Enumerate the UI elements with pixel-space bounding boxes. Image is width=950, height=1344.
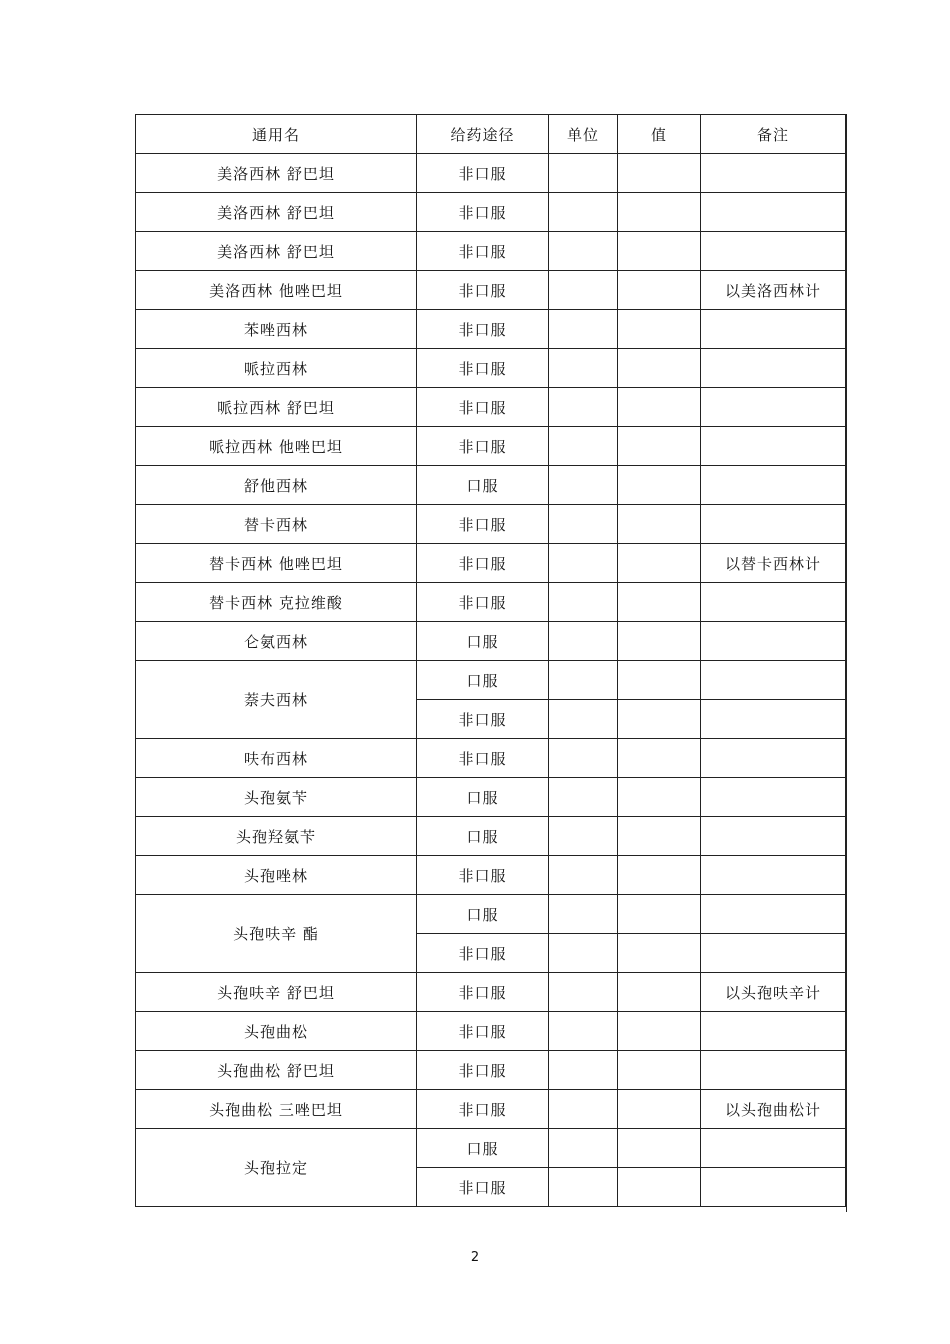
cell-route: 非口服 <box>417 1168 549 1207</box>
cell-route: 非口服 <box>417 310 549 349</box>
cell-unit <box>549 934 618 973</box>
cell-route: 口服 <box>417 895 549 934</box>
table-row <box>136 661 846 700</box>
cell-unit <box>549 1051 618 1090</box>
cell-value <box>618 310 701 349</box>
cell-generic-name: 头孢羟氨苄 <box>136 817 417 856</box>
cell-unit <box>549 1012 618 1051</box>
cell-generic-name: 头孢唑林 <box>136 856 417 895</box>
header-note: 备注 <box>701 115 846 154</box>
cell-generic-name: 美洛西林 舒巴坦 <box>136 193 417 232</box>
cell-generic-name: 替卡西林 <box>136 505 417 544</box>
table-row <box>136 1129 846 1168</box>
table-row <box>136 1051 846 1090</box>
cell-unit <box>549 1129 618 1168</box>
cell-unit <box>549 973 618 1012</box>
cell-generic-name: 头孢呋辛 舒巴坦 <box>136 973 417 1012</box>
cell-note <box>701 778 846 817</box>
cell-value <box>618 583 701 622</box>
cell-generic-name: 替卡西林 克拉维酸 <box>136 583 417 622</box>
cell-note: 以头孢曲松计 <box>701 1090 846 1129</box>
cell-unit <box>549 232 618 271</box>
cell-note: 以头孢呋辛计 <box>701 973 846 1012</box>
table-row <box>136 817 846 856</box>
cell-value <box>618 1168 701 1207</box>
cell-route: 非口服 <box>417 700 549 739</box>
cell-generic-name: 头孢氨苄 <box>136 778 417 817</box>
cell-route: 非口服 <box>417 271 549 310</box>
cell-route: 口服 <box>417 817 549 856</box>
cell-generic-name: 美洛西林 舒巴坦 <box>136 232 417 271</box>
cell-route: 口服 <box>417 466 549 505</box>
table-header-row <box>136 115 846 154</box>
cell-note <box>701 427 846 466</box>
cell-value <box>618 934 701 973</box>
cell-unit <box>549 193 618 232</box>
cell-route: 非口服 <box>417 973 549 1012</box>
cell-generic-name: 头孢曲松 <box>136 1012 417 1051</box>
table-right-rule <box>846 114 847 1212</box>
cell-generic-name: 头孢拉定 <box>136 1129 417 1207</box>
cell-value <box>618 544 701 583</box>
cell-route: 非口服 <box>417 934 549 973</box>
cell-unit <box>549 310 618 349</box>
cell-value <box>618 1129 701 1168</box>
table-row <box>136 583 846 622</box>
header-name: 通用名 <box>136 115 417 154</box>
cell-note <box>701 193 846 232</box>
cell-unit <box>549 427 618 466</box>
cell-route: 口服 <box>417 622 549 661</box>
cell-route: 非口服 <box>417 232 549 271</box>
cell-route: 非口服 <box>417 1012 549 1051</box>
cell-value <box>618 154 701 193</box>
cell-generic-name: 哌拉西林 舒巴坦 <box>136 388 417 427</box>
table-row <box>136 388 846 427</box>
cell-route: 非口服 <box>417 349 549 388</box>
table-row <box>136 349 846 388</box>
cell-route: 非口服 <box>417 739 549 778</box>
cell-value <box>618 856 701 895</box>
cell-note <box>701 934 846 973</box>
table-row <box>136 505 846 544</box>
cell-note <box>701 895 846 934</box>
cell-note <box>701 466 846 505</box>
cell-unit <box>549 388 618 427</box>
cell-value <box>618 427 701 466</box>
cell-unit <box>549 661 618 700</box>
cell-note: 以替卡西林计 <box>701 544 846 583</box>
cell-generic-name: 哌拉西林 他唑巴坦 <box>136 427 417 466</box>
cell-generic-name: 头孢呋辛 酯 <box>136 895 417 973</box>
cell-generic-name: 头孢曲松 三唑巴坦 <box>136 1090 417 1129</box>
cell-route: 非口服 <box>417 1090 549 1129</box>
cell-unit <box>549 1090 618 1129</box>
cell-value <box>618 622 701 661</box>
cell-generic-name: 替卡西林 他唑巴坦 <box>136 544 417 583</box>
cell-value <box>618 661 701 700</box>
cell-route: 非口服 <box>417 1051 549 1090</box>
cell-value <box>618 817 701 856</box>
cell-note <box>701 505 846 544</box>
table-row <box>136 739 846 778</box>
cell-unit <box>549 505 618 544</box>
cell-route: 非口服 <box>417 193 549 232</box>
table-row <box>136 310 846 349</box>
cell-unit <box>549 622 618 661</box>
cell-route: 非口服 <box>417 154 549 193</box>
table-row <box>136 154 846 193</box>
cell-generic-name: 美洛西林 舒巴坦 <box>136 154 417 193</box>
cell-unit <box>549 739 618 778</box>
cell-note: 以美洛西林计 <box>701 271 846 310</box>
table-row <box>136 232 846 271</box>
cell-route: 非口服 <box>417 583 549 622</box>
header-unit: 单位 <box>549 115 618 154</box>
cell-value <box>618 349 701 388</box>
cell-generic-name: 萘夫西林 <box>136 661 417 739</box>
table-row <box>136 622 846 661</box>
cell-unit <box>549 778 618 817</box>
cell-generic-name: 苯唑西林 <box>136 310 417 349</box>
table-row <box>136 895 846 934</box>
cell-value <box>618 466 701 505</box>
cell-value <box>618 1012 701 1051</box>
cell-note <box>701 349 846 388</box>
table-row <box>136 271 846 310</box>
cell-unit <box>549 271 618 310</box>
cell-route: 口服 <box>417 778 549 817</box>
cell-value <box>618 739 701 778</box>
cell-value <box>618 193 701 232</box>
table-row <box>136 544 846 583</box>
cell-note <box>701 154 846 193</box>
cell-value <box>618 1051 701 1090</box>
table-row <box>136 193 846 232</box>
table-row <box>136 973 846 1012</box>
table-row <box>136 427 846 466</box>
cell-value <box>618 895 701 934</box>
cell-unit <box>549 1168 618 1207</box>
drug-table <box>135 114 846 1207</box>
cell-value <box>618 1090 701 1129</box>
cell-value <box>618 973 701 1012</box>
cell-route: 非口服 <box>417 505 549 544</box>
cell-note <box>701 232 846 271</box>
cell-generic-name: 美洛西林 他唑巴坦 <box>136 271 417 310</box>
cell-unit <box>549 544 618 583</box>
cell-note <box>701 1012 846 1051</box>
cell-unit <box>549 856 618 895</box>
cell-route: 非口服 <box>417 427 549 466</box>
cell-route: 非口服 <box>417 856 549 895</box>
cell-note <box>701 700 846 739</box>
cell-note <box>701 622 846 661</box>
header-route: 给药途径 <box>417 115 549 154</box>
header-value: 值 <box>618 115 701 154</box>
cell-unit <box>549 466 618 505</box>
cell-unit <box>549 583 618 622</box>
table-row <box>136 466 846 505</box>
table-row <box>136 856 846 895</box>
table-row <box>136 778 846 817</box>
cell-generic-name: 舒他西林 <box>136 466 417 505</box>
cell-unit <box>549 154 618 193</box>
cell-note <box>701 1051 846 1090</box>
cell-value <box>618 700 701 739</box>
cell-generic-name: 哌拉西林 <box>136 349 417 388</box>
cell-route: 口服 <box>417 1129 549 1168</box>
cell-route: 非口服 <box>417 544 549 583</box>
cell-value <box>618 232 701 271</box>
cell-note <box>701 739 846 778</box>
cell-generic-name: 头孢曲松 舒巴坦 <box>136 1051 417 1090</box>
cell-note <box>701 817 846 856</box>
cell-unit <box>549 349 618 388</box>
cell-note <box>701 388 846 427</box>
cell-note <box>701 1129 846 1168</box>
cell-value <box>618 388 701 427</box>
cell-unit <box>549 895 618 934</box>
cell-note <box>701 661 846 700</box>
cell-route: 非口服 <box>417 388 549 427</box>
cell-note <box>701 1168 846 1207</box>
cell-unit <box>549 700 618 739</box>
cell-note <box>701 310 846 349</box>
cell-value <box>618 778 701 817</box>
cell-unit <box>549 817 618 856</box>
page-number: 2 <box>470 1250 480 1265</box>
table-row <box>136 1012 846 1051</box>
cell-note <box>701 583 846 622</box>
cell-generic-name: 呋布西林 <box>136 739 417 778</box>
cell-value <box>618 271 701 310</box>
cell-note <box>701 856 846 895</box>
table-body <box>136 154 846 1207</box>
cell-generic-name: 仑氨西林 <box>136 622 417 661</box>
table-row <box>136 1090 846 1129</box>
cell-value <box>618 505 701 544</box>
cell-route: 口服 <box>417 661 549 700</box>
